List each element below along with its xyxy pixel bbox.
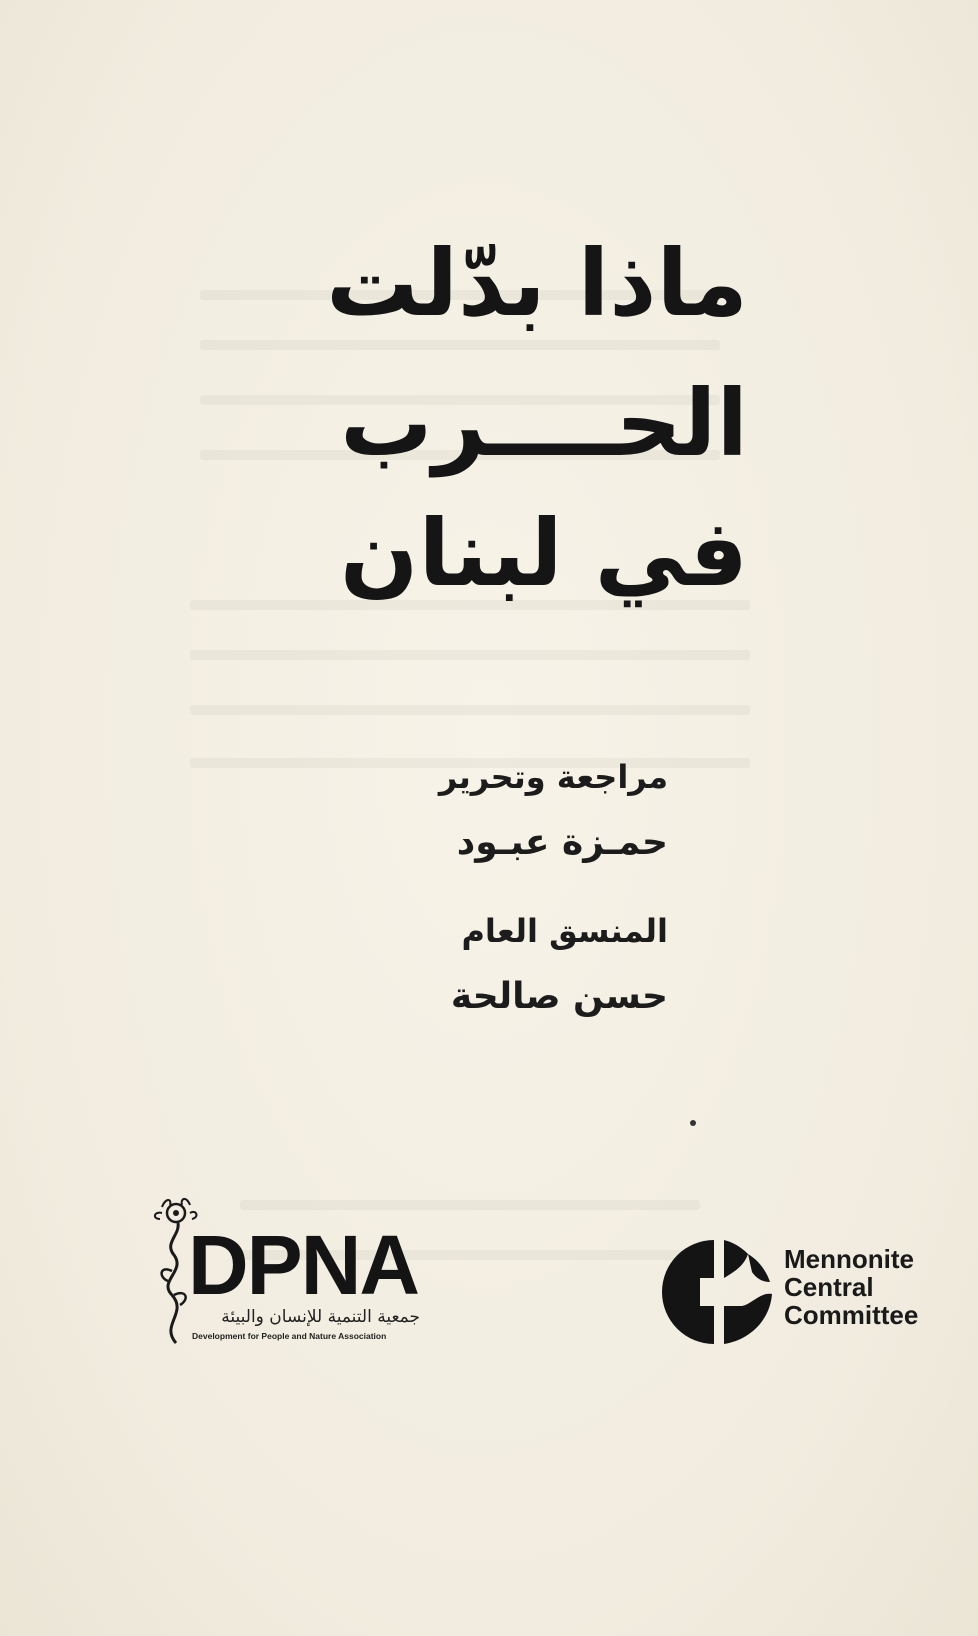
book-title-line-2: الحــــرب <box>340 370 748 477</box>
bleed-through-line <box>190 705 750 715</box>
mcc-name-line-2: Central <box>784 1272 874 1302</box>
dpna-logo <box>140 1195 440 1345</box>
book-title-line-1: ماذا بدّلت <box>326 230 748 337</box>
book-title-line-3: في لبنان <box>339 500 748 607</box>
mcc-logo <box>662 1232 962 1362</box>
mcc-name-line-3: Committee <box>784 1300 919 1330</box>
dove-cross-icon <box>662 1232 782 1352</box>
mcc-name-line-1: Mennonite <box>784 1244 914 1274</box>
bleed-through-line <box>200 340 720 350</box>
dpna-arabic-name: جمعية التنمية للإنسان والبيئة <box>221 1307 420 1327</box>
editing-label: مراجعة وتحرير <box>438 758 668 796</box>
ink-speck <box>690 1120 696 1126</box>
dpna-english-name: Development for People and Nature Association <box>192 1331 387 1341</box>
dpna-name: DPNA <box>188 1218 419 1312</box>
editor-name: حمـزة عبـود <box>456 822 668 863</box>
coordinator-label: المنسق العام <box>461 912 668 950</box>
bleed-through-line <box>190 650 750 660</box>
coordinator-name: حسن صالحة <box>450 976 668 1017</box>
